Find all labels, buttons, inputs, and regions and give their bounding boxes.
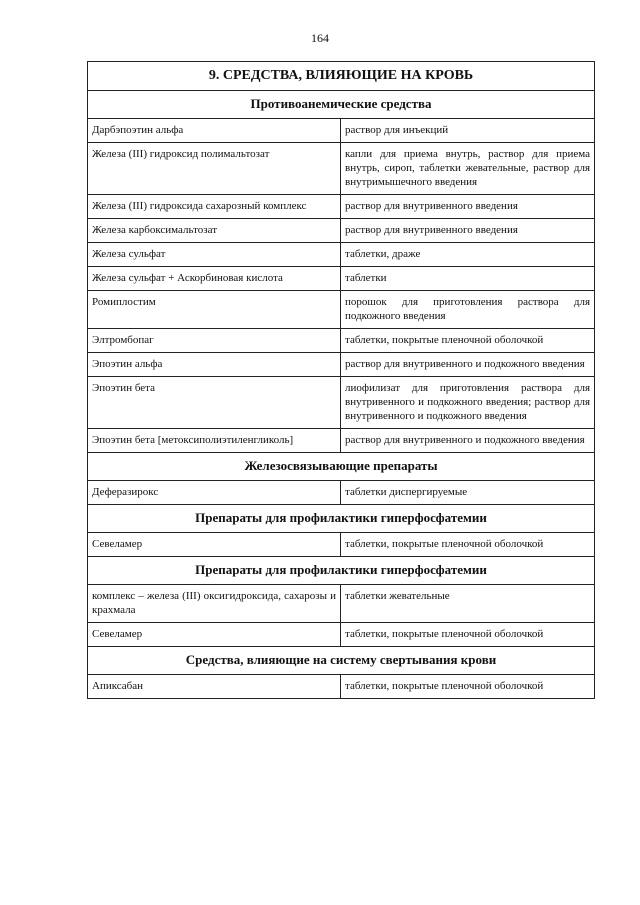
group-heading: Препараты для профилактики гиперфосфатемии <box>88 505 595 533</box>
drug-name-cell: Апиксабан <box>88 675 341 699</box>
table-row <box>88 329 595 353</box>
table-row <box>88 219 595 243</box>
table-row <box>88 377 595 429</box>
group-heading-row <box>88 91 595 119</box>
drug-name-cell: Дарбэпоэтин альфа <box>88 119 341 143</box>
table-row <box>88 675 595 699</box>
drug-name-cell: Элтромбопаг <box>88 329 341 353</box>
page-number: 164 <box>311 31 329 45</box>
section-title-row <box>88 62 595 91</box>
drug-table <box>87 61 595 699</box>
drug-name-cell: Железа карбоксимальтозат <box>88 219 341 243</box>
dosage-form-cell: раствор для внутривенного и подкожного введения <box>341 429 595 453</box>
drug-name-cell: Железа (III) гидроксида сахарозный комплекс <box>88 195 341 219</box>
table-row <box>88 623 595 647</box>
drug-name-cell: Деферазирокс <box>88 481 341 505</box>
group-heading: Средства, влияющие на систему свертывания крови <box>88 647 595 675</box>
dosage-form-cell: раствор для внутривенного введения <box>341 219 595 243</box>
dosage-form-cell: лиофилизат для приготовления раствора для внутривенного и подкожного введения; раствор для внутривенного и подкожного введения <box>341 377 595 429</box>
table-row <box>88 119 595 143</box>
table-row <box>88 481 595 505</box>
table-row <box>88 243 595 267</box>
table-row <box>88 429 595 453</box>
drug-name-cell: Ромиплостим <box>88 291 341 329</box>
group-heading: Противоанемические средства <box>88 91 595 119</box>
table-row <box>88 267 595 291</box>
dosage-form-cell: раствор для внутривенного введения <box>341 195 595 219</box>
group-heading-row <box>88 557 595 585</box>
table-row <box>88 533 595 557</box>
drug-name-cell: Железа сульфат + Аскорбиновая кислота <box>88 267 341 291</box>
dosage-form-cell: таблетки диспергируемые <box>341 481 595 505</box>
group-heading: Железосвязывающие препараты <box>88 453 595 481</box>
group-heading-row <box>88 647 595 675</box>
drug-name-cell: Железа сульфат <box>88 243 341 267</box>
group-heading-row <box>88 505 595 533</box>
dosage-form-cell: раствор для внутривенного и подкожного введения <box>341 353 595 377</box>
drug-name-cell: Эпоэтин бета <box>88 377 341 429</box>
dosage-form-cell: раствор для инъекций <box>341 119 595 143</box>
drug-name-cell: Эпоэтин бета [метоксиполиэтиленгликоль] <box>88 429 341 453</box>
group-heading: Препараты для профилактики гиперфосфатемии <box>88 557 595 585</box>
section-title: 9. СРЕДСТВА, ВЛИЯЮЩИЕ НА КРОВЬ <box>88 62 595 91</box>
table-row <box>88 585 595 623</box>
dosage-form-cell: таблетки, драже <box>341 243 595 267</box>
table-row <box>88 195 595 219</box>
dosage-form-cell: порошок для приготовления раствора для подкожного введения <box>341 291 595 329</box>
dosage-form-cell: таблетки жевательные <box>341 585 595 623</box>
dosage-form-cell: таблетки <box>341 267 595 291</box>
table-row <box>88 353 595 377</box>
drug-name-cell: Железа (III) гидроксид полимальтозат <box>88 143 341 195</box>
drug-name-cell: Севеламер <box>88 533 341 557</box>
drug-table-body <box>88 62 595 699</box>
dosage-form-cell: таблетки, покрытые пленочной оболочкой <box>341 623 595 647</box>
drug-name-cell: Эпоэтин альфа <box>88 353 341 377</box>
dosage-form-cell: таблетки, покрытые пленочной оболочкой <box>341 675 595 699</box>
table-row <box>88 143 595 195</box>
dosage-form-cell: таблетки, покрытые пленочной оболочкой <box>341 329 595 353</box>
dosage-form-cell: таблетки, покрытые пленочной оболочкой <box>341 533 595 557</box>
table-row <box>88 291 595 329</box>
group-heading-row <box>88 453 595 481</box>
drug-name-cell: Севеламер <box>88 623 341 647</box>
drug-name-cell: комплекс – железа (III) оксигидроксида, сахарозы и крахмала <box>88 585 341 623</box>
dosage-form-cell: капли для приема внутрь, раствор для приема внутрь, сироп, таблетки жевательные, раствор для внутримышечного введения <box>341 143 595 195</box>
